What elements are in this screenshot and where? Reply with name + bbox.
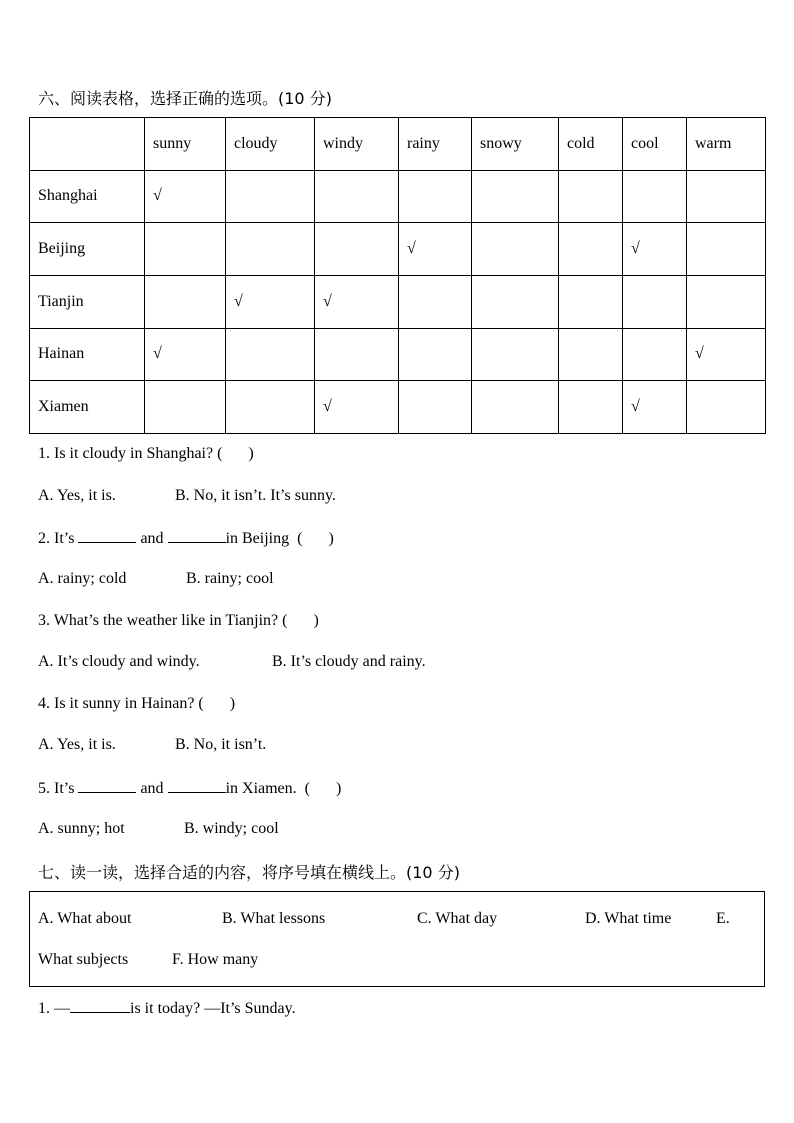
section6-title: 六、阅读表格，选择正确的选项。(10 分): [38, 89, 332, 108]
city-cell: Xiamen: [30, 381, 145, 434]
check-cell: [315, 170, 399, 223]
check-cell: [559, 275, 623, 328]
option-a: A. sunny; hot: [38, 820, 125, 837]
word-option: E.: [716, 910, 730, 927]
check-cell: [315, 328, 399, 381]
question-paren: ): [335, 780, 342, 797]
question-text: is it today? —It’s Sunday.: [130, 1000, 296, 1017]
question-text: 5. It’s: [38, 780, 75, 797]
check-cell: [559, 223, 623, 276]
answer-blank[interactable]: [78, 528, 136, 543]
header-cell: cool: [623, 118, 687, 171]
check-cell: √: [226, 275, 315, 328]
table-row: [30, 170, 766, 223]
answer-row-4: [38, 736, 267, 754]
option-b: B. windy; cool: [184, 820, 279, 837]
word-option: B. What lessons: [222, 910, 326, 927]
weather-table: [29, 117, 766, 434]
check-cell: [472, 170, 559, 223]
header-cell: cold: [559, 118, 623, 171]
word-option: A. What about: [38, 910, 132, 927]
header-cell: sunny: [145, 118, 226, 171]
table-row: [30, 381, 766, 434]
check-cell: √: [687, 328, 766, 381]
option-a: A. Yes, it is.: [38, 487, 116, 504]
option-b: B. rainy; cool: [186, 570, 274, 587]
check-cell: √: [315, 275, 399, 328]
check-cell: √: [145, 328, 226, 381]
city-cell: Beijing: [30, 223, 145, 276]
check-cell: [559, 328, 623, 381]
question-text: and: [140, 780, 164, 797]
answer-blank[interactable]: [168, 528, 226, 543]
check-cell: √: [399, 223, 472, 276]
table-header-row: [30, 118, 766, 171]
question-text: 1. —: [38, 1000, 70, 1017]
question-paren: ): [313, 612, 319, 629]
check-cell: [226, 381, 315, 434]
check-cell: [399, 170, 472, 223]
check-cell: [623, 275, 687, 328]
table-row: [30, 328, 766, 381]
question-text: and: [140, 530, 164, 547]
header-cell: warm: [687, 118, 766, 171]
check-cell: [145, 381, 226, 434]
header-cell: snowy: [472, 118, 559, 171]
check-cell: [687, 381, 766, 434]
check-cell: [472, 328, 559, 381]
question-paren: ): [328, 530, 334, 547]
check-cell: √: [623, 223, 687, 276]
answer-row-1: [38, 487, 336, 505]
check-cell: [687, 223, 766, 276]
option-a: A. It’s cloudy and windy.: [38, 653, 200, 670]
option-a: A. Yes, it is.: [38, 736, 116, 753]
answer-row-2: [38, 570, 274, 588]
question-text: 3. What’s the weather like in Tianjin? (: [38, 612, 288, 629]
check-cell: [472, 223, 559, 276]
question-text: in Xiamen.: [225, 780, 297, 797]
table-row: [30, 223, 766, 276]
section7-question-1: [38, 998, 296, 1018]
question-paren: (: [297, 530, 303, 547]
option-b: B. No, it isn’t.: [175, 736, 267, 753]
check-cell: [623, 328, 687, 381]
check-cell: √: [145, 170, 226, 223]
check-cell: [472, 381, 559, 434]
word-bank-box: [29, 891, 765, 987]
check-cell: [472, 275, 559, 328]
header-cell: cloudy: [226, 118, 315, 171]
question-paren: ): [248, 445, 254, 462]
check-cell: [145, 275, 226, 328]
header-cell: windy: [315, 118, 399, 171]
city-cell: Hainan: [30, 328, 145, 381]
question-2: [38, 528, 334, 548]
check-cell: [687, 275, 766, 328]
word-option: What subjects: [38, 951, 129, 968]
check-cell: [559, 381, 623, 434]
question-text: 4. Is it sunny in Hainan? (: [38, 695, 204, 712]
check-cell: [315, 223, 399, 276]
city-cell: Shanghai: [30, 170, 145, 223]
check-cell: [226, 223, 315, 276]
question-paren: (: [304, 780, 310, 797]
check-cell: [399, 381, 472, 434]
check-cell: [226, 328, 315, 381]
answer-blank[interactable]: [70, 998, 130, 1013]
answer-row-3: [38, 653, 426, 671]
check-cell: [145, 223, 226, 276]
question-paren: ): [229, 695, 236, 712]
answer-blank[interactable]: [78, 778, 136, 793]
option-a: A. rainy; cold: [38, 570, 127, 587]
word-option: F. How many: [172, 951, 259, 968]
section7-title: 七、读一读，选择合适的内容，将序号填在横线上。(10 分): [38, 863, 460, 882]
check-cell: [399, 328, 472, 381]
question-3: [38, 612, 319, 630]
check-cell: [687, 170, 766, 223]
check-cell: [226, 170, 315, 223]
option-b: B. It’s cloudy and rainy.: [272, 653, 426, 670]
check-cell: √: [315, 381, 399, 434]
check-cell: [623, 170, 687, 223]
answer-blank[interactable]: [168, 778, 226, 793]
city-cell: Tianjin: [30, 275, 145, 328]
check-cell: √: [623, 381, 687, 434]
option-b: B. No, it isn’t. It’s sunny.: [175, 487, 336, 504]
table-row: [30, 275, 766, 328]
question-1: [38, 445, 254, 463]
question-text: in Beijing: [225, 530, 290, 547]
check-cell: [399, 275, 472, 328]
question-4: [38, 695, 235, 713]
check-cell: [559, 170, 623, 223]
header-cell: [30, 118, 145, 171]
question-5: [38, 778, 341, 798]
header-cell: rainy: [399, 118, 472, 171]
word-option: C. What day: [417, 910, 498, 927]
word-option: D. What time: [585, 910, 672, 927]
question-text: 1. Is it cloudy in Shanghai? (: [38, 445, 223, 462]
question-text: 2. It’s: [38, 530, 75, 547]
answer-row-5: [38, 820, 279, 838]
